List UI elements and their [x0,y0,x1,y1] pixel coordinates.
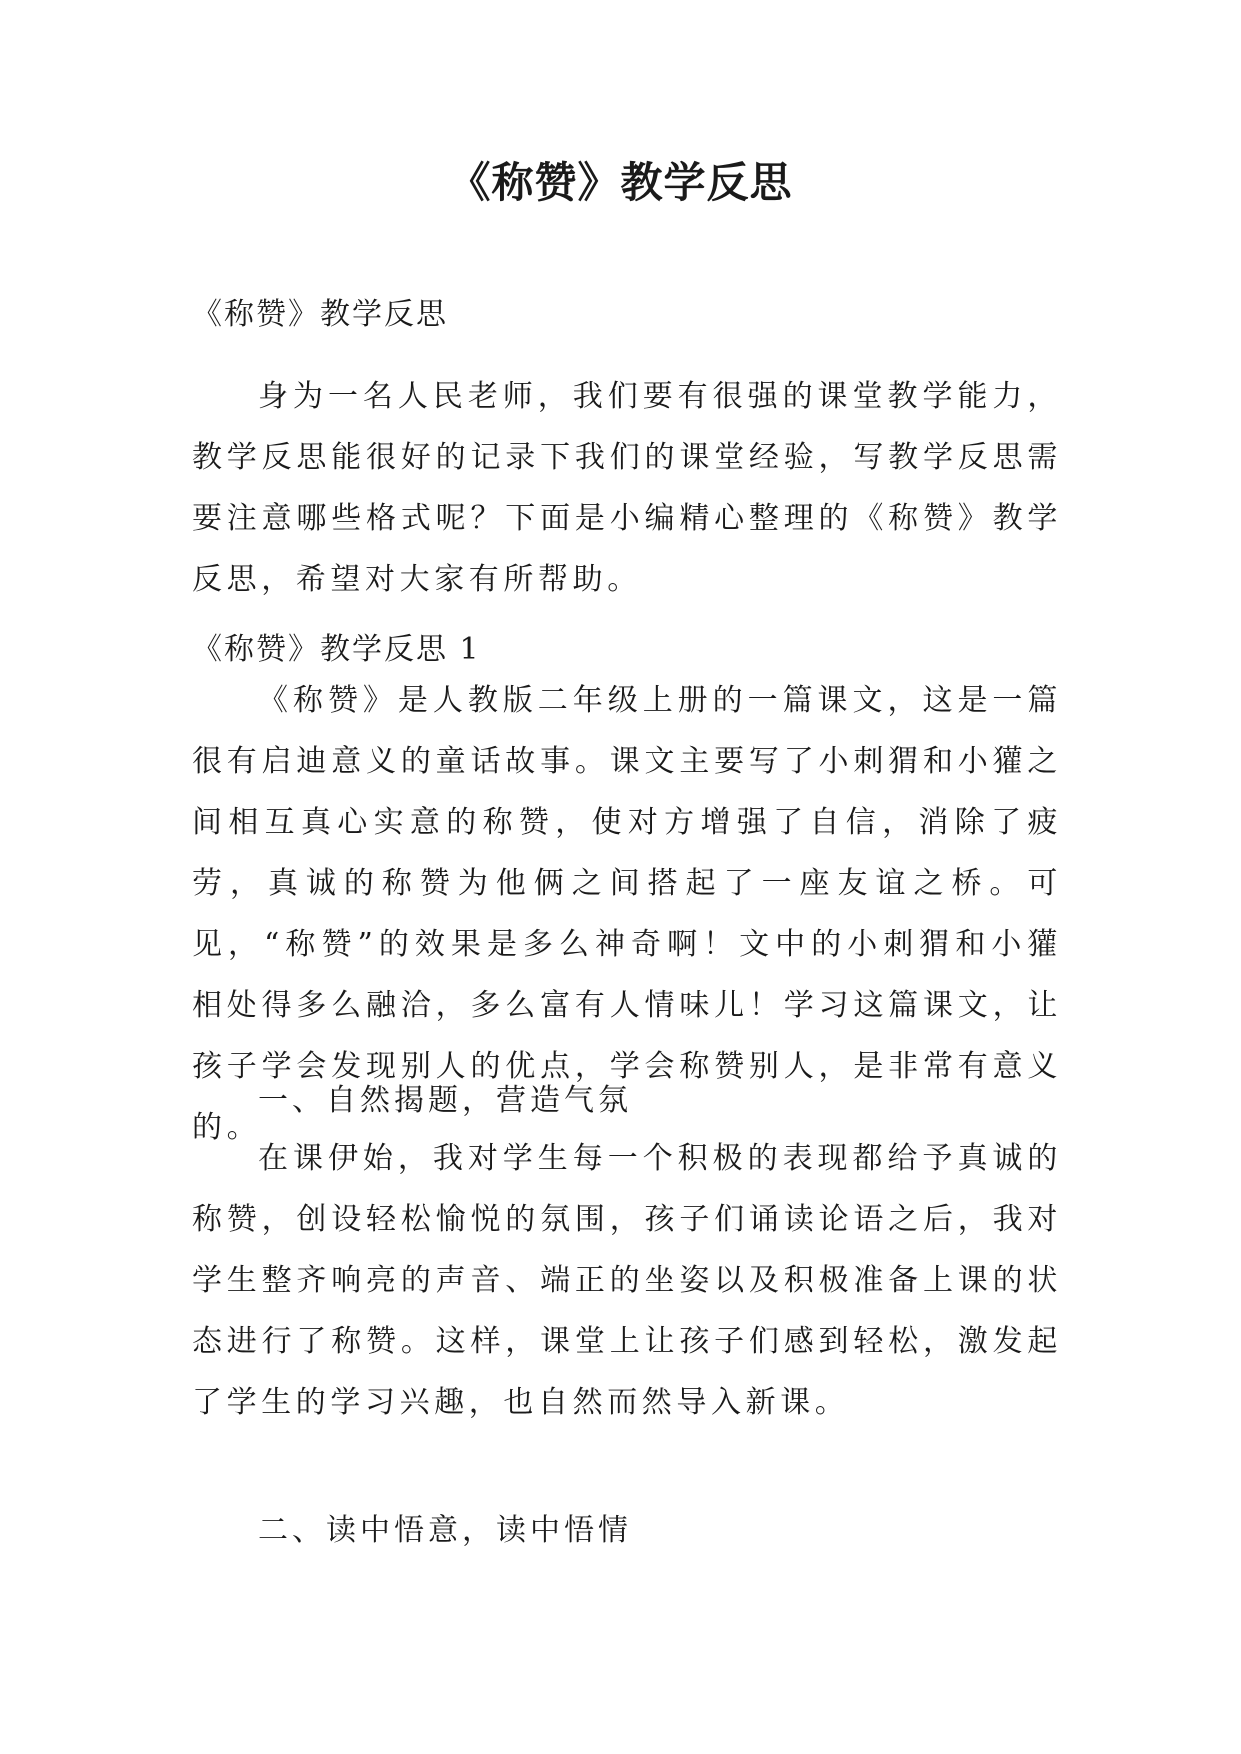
section-heading-1: 一、自然揭题，营造气氛 [258,1083,632,1118]
section-1-title: 《称赞》教学反思 1 [192,632,481,667]
section-heading-2: 二、读中悟意，读中悟情 [258,1513,632,1548]
document-subtitle: 《称赞》教学反思 [192,297,448,332]
section-1-paragraph-1: 《称赞》是人教版二年级上册的一篇课文，这是一篇很有启迪意义的童话故事。课文主要写了小刺猬和小獾之间相互真心实意的称赞，使对方增强了自信，消除了疲劳，真诚的称赞为他俩之间搭起了一座友谊之桥。可见，“称赞”的效果是多么神奇啊！文中的小刺猬和小獾相处得多么融洽，多么富有人情味儿！学习这篇课文，让孩子学会发现别人的优点，学会称赞别人，是非常有意义的。 [192,683,1062,1145]
intro-paragraph: 身为一名人民老师，我们要有很强的课堂教学能力，教学反思能很好的记录下我们的课堂经验，写教学反思需要注意哪些格式呢？下面是小编精心整理的《称赞》教学反思，希望对大家有所帮助。 [192,379,1062,597]
section-1-paragraph-2: 在课伊始，我对学生每一个积极的表现都给予真诚的称赞，创设轻松愉悦的氛围，孩子们诵读论语之后，我对学生整齐响亮的声音、端正的坐姿以及积极准备上课的状态进行了称赞。这样，课堂上让孩子们感到轻松，激发起了学生的学习兴趣，也自然而然导入新课。 [192,1141,1062,1420]
document-title: 《称赞》教学反思 [448,158,793,207]
